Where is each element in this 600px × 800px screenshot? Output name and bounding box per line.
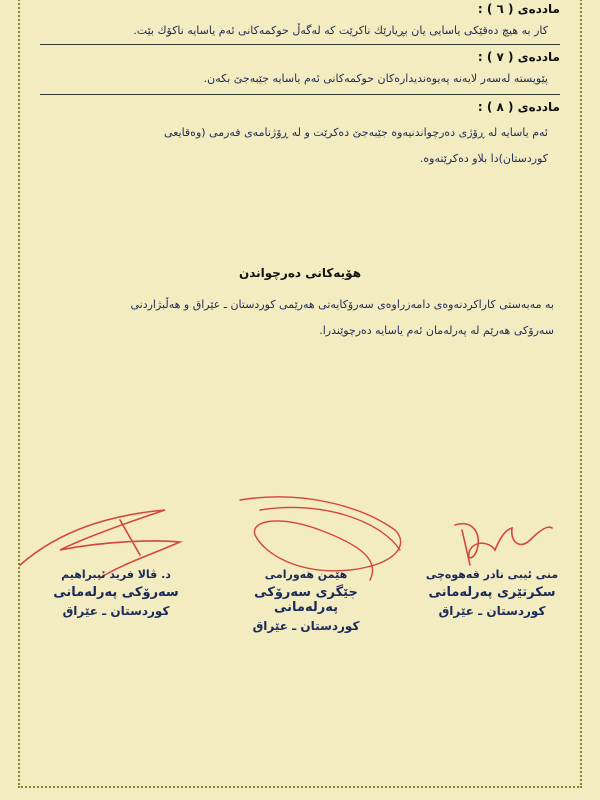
article-8-heading: ماددەی ( ٨ ) : (477, 100, 560, 114)
signatory-region: كوردستان ـ عێراق (62, 604, 170, 618)
signatory-right (412, 568, 572, 618)
signature-right-ink (455, 524, 552, 565)
signatory-title: سەرۆكی پەرلەمانی (53, 585, 179, 600)
signatory-name: د. ڤالا فرید ئیبراهیم (61, 568, 171, 581)
signatory-title: جێگری سەرۆكی پەرلەمانی (254, 585, 358, 615)
signatory-left (36, 568, 196, 618)
divider (40, 94, 560, 95)
enactment-title: هۆیەكانی دەرچواندن (238, 266, 362, 280)
signatory-title: سكرتێری پەرلەمانی (428, 585, 556, 600)
article-8-text-line2: كوردستان)دا بلاو دەكرێتەوە. (419, 152, 548, 165)
signatory-name: هێمن هەورامی (264, 568, 348, 581)
article-6-text: كار بە هیچ دەقێكی یاسایی یان بڕیارێك ناكرێت كە لەگەڵ حوكمەكانی ئەم یاسایە ناكۆك بێت. (133, 24, 548, 37)
article-6-heading: ماددەی ( ٦ ) : (477, 2, 560, 16)
article-7-text: پێویستە لەسەر لایەنە پەیوەندیدارەكان حوكمەكانی ئەم یاسایە جێبەجێ بكەن. (203, 72, 548, 85)
article-8-text-line1: ئەم یاسایە لە ڕۆژی دەرچواندنیەوە جێبەجێ دەكرێت و لە ڕۆژنامەی فەرمی (وەقایعی (164, 126, 548, 139)
page-border (18, 0, 582, 788)
divider (40, 44, 560, 45)
signatory-middle (226, 568, 386, 633)
signatory-name: منی ئیبی نادر قەهوەچی (425, 568, 559, 581)
signatory-region: كوردستان ـ عێراق (438, 604, 546, 618)
article-7-heading: ماددەی ( ٧ ) : (477, 50, 560, 64)
enactment-line-1: بە مەبەستی كاراكردنەوەی دامەزراوەی سەرۆكایەتی هەرێمی كوردستان ـ عێراق و هەڵبژاردنی (130, 298, 554, 311)
enactment-line-2: سەرۆكی هەرێم لە پەرلەمان ئەم یاسایە دەرچوێندرا. (319, 324, 554, 337)
signatory-region: كوردستان ـ عێراق (252, 619, 360, 633)
enactment-text (34, 292, 554, 344)
